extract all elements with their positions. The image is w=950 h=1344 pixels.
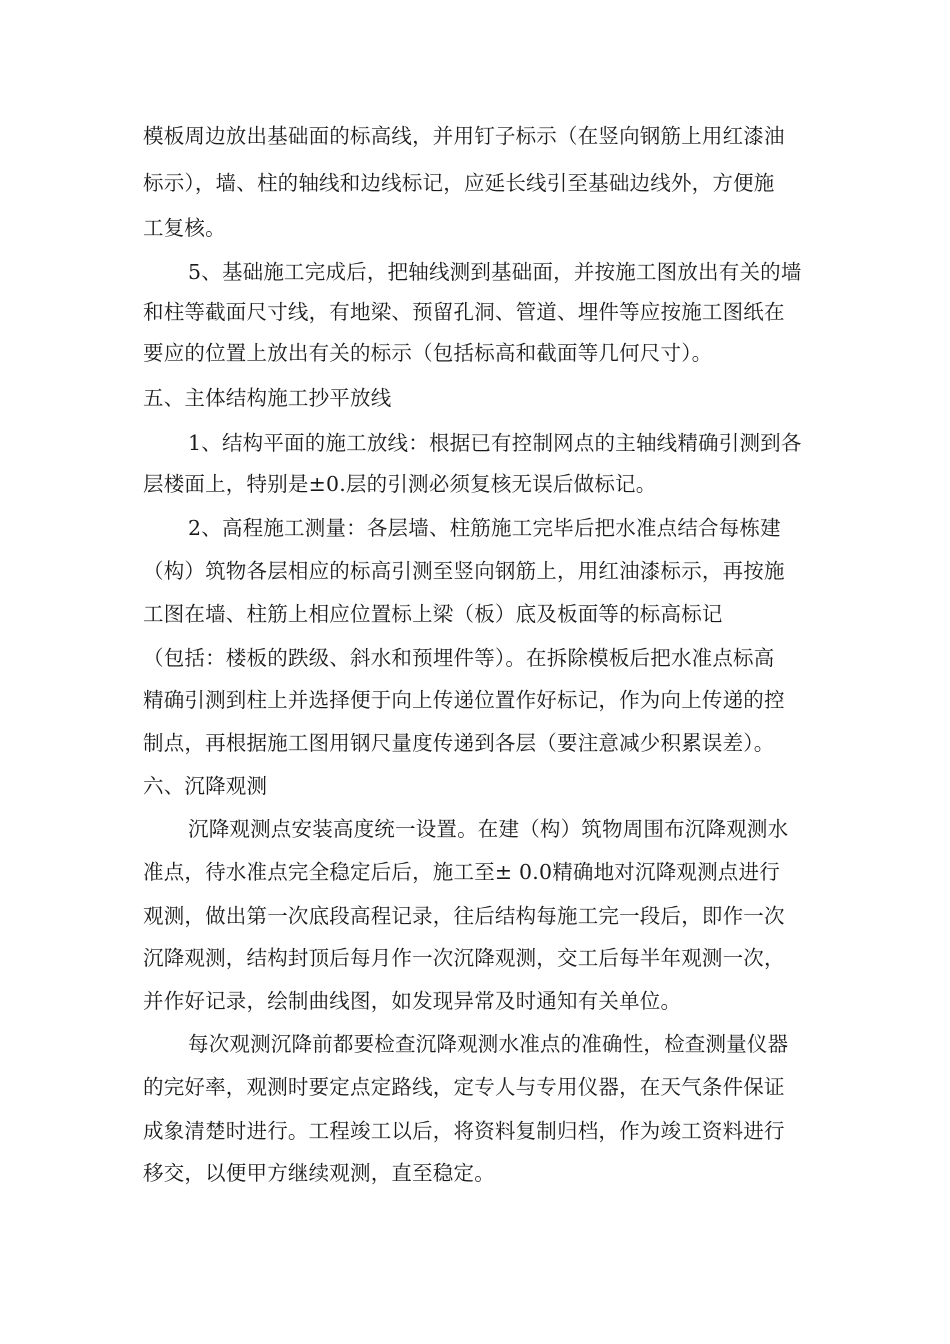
text-line: 精确引测到柱上并选择便于向上传递位置作好标记，作为向上传递的控 — [143, 688, 785, 712]
text-line: 沉降观测，结构封顶后每月作一次沉降观测，交工后每半年观测一次， — [143, 946, 785, 970]
text-line: 和柱等截面尺寸线，有地梁、预留孔洞、管道、埋件等应按施工图纸在 — [143, 300, 785, 324]
text-line: 制点，再根据施工图用钢尺量度传递到各层（要注意减少积累误差）。 — [143, 731, 775, 755]
paragraph-start: 每次观测沉降前都要检查沉降观测水准点的准确性，检查测量仪器 — [188, 1032, 789, 1056]
paragraph-start: 2、高程施工测量：各层墙、柱筋施工完毕后把水准点结合每栋建 — [188, 516, 781, 540]
section-heading: 六、沉降观测 — [143, 774, 268, 798]
text-line: 工图在墙、柱筋上相应位置标上梁（板）底及板面等的标高标记 — [143, 602, 723, 626]
text-line: 模板周边放出基础面的标高线，并用钉子标示（在竖向钢筋上用红漆油 — [143, 124, 785, 148]
text-line: 成象清楚时进行。工程竣工以后，将资料复制归档，作为竣工资料进行 — [143, 1119, 785, 1143]
text-line: 层楼面上，特别是±0.层的引测必须复核无误后做标记。 — [143, 472, 657, 496]
text-line: 并作好记录，绘制曲线图，如发现异常及时通知有关单位。 — [143, 989, 682, 1013]
text-line: 准点，待水准点完全稳定后后，施工至± 0.0精确地对沉降观测点进行 — [143, 860, 780, 884]
text-line: 的完好率，观测时要定点定路线，定专人与专用仪器，在天气条件保证 — [143, 1075, 785, 1099]
text-line: 工复核。 — [143, 216, 226, 240]
text-line: 要应的位置上放出有关的标示（包括标高和截面等几何尺寸）。 — [143, 341, 713, 365]
text-line: （构）筑物各层相应的标高引测至竖向钢筋上，用红油漆标示，再按施 — [143, 559, 785, 583]
text-line: （包括：楼板的跌级、斜水和预埋件等）。在拆除模板后把水准点标高 — [143, 646, 775, 670]
paragraph-start: 1、结构平面的施工放线：根据已有控制网点的主轴线精确引测到各 — [188, 431, 802, 455]
paragraph-start: 5、基础施工完成后，把轴线测到基础面，并按施工图放出有关的墙 — [188, 260, 802, 284]
section-heading: 五、主体结构施工抄平放线 — [143, 386, 392, 410]
paragraph-start: 沉降观测点安装高度统一设置。在建（构）筑物周围布沉降观测水 — [188, 817, 789, 841]
text-line: 移交，以便甲方继续观测，直至稳定。 — [143, 1161, 495, 1185]
text-line: 标示），墙、柱的轴线和边线标记，应延长线引至基础边线外，方便施 — [143, 171, 775, 195]
text-line: 观测，做出第一次底段高程记录，往后结构每施工完一段后，即作一次 — [143, 904, 785, 928]
